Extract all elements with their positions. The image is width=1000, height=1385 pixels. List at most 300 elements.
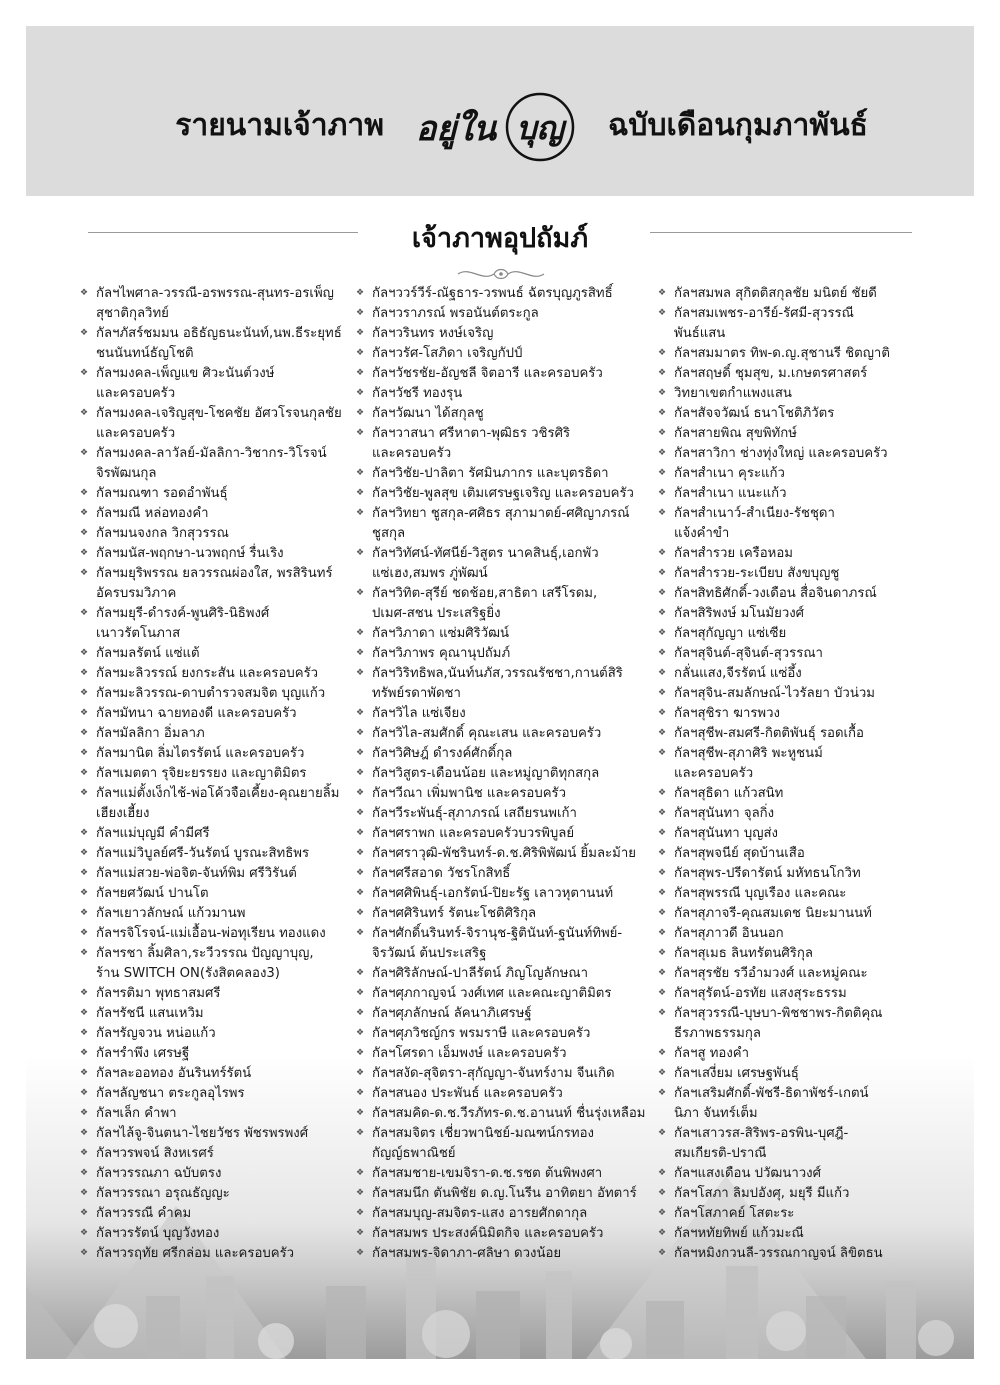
bullet-diamond-icon: ❖ (80, 1068, 89, 1078)
sponsor-name: กัลฯมยุริพรรณ ยลวรรณผ่องใส, พรสิรินทร์ อัครบรมวิภาค (96, 566, 333, 601)
sponsor-item (658, 944, 958, 964)
sponsor-item (658, 744, 958, 784)
sponsor-name: กัลฯวีระพันธุ์-สุภาภรณ์ เสถียรนพเก้า (372, 806, 577, 821)
sponsor-name: กัลฯวรรัตน์ บุญวังทอง (96, 1226, 220, 1241)
bullet-diamond-icon: ❖ (658, 968, 667, 978)
sponsor-name: กัลฯสิริพงษ์ มโนมัยวงศ์ (674, 606, 805, 621)
sponsor-name: กัลฯรชา ลิ้มศิลา,ระวีวรรณ ปัญญาบุญ, ร้าน SWITCH ON(รังสิตคลอง3) (96, 946, 314, 981)
bullet-diamond-icon: ❖ (658, 1168, 667, 1178)
sponsor-name: กัลฯสุเมธ ลินทรัตนศิริกุล (674, 946, 813, 961)
sponsor-column-3 (658, 284, 958, 1264)
sponsor-item (356, 384, 656, 404)
sponsor-name: กัลฯมะลิวรรณ-ดาบตำรวจสมจิต บุญแก้ว (96, 686, 326, 701)
bullet-diamond-icon: ❖ (356, 288, 365, 298)
sponsor-name: กัลฯมณฑา รอดอำพันธุ์ (96, 486, 228, 501)
header-title-left: รายนามเจ้าภาพ (175, 108, 384, 143)
bullet-diamond-icon: ❖ (658, 1128, 667, 1138)
sponsor-item (658, 1004, 958, 1044)
logo-text-2: บุญ (516, 109, 564, 147)
sponsor-item (658, 844, 958, 864)
sponsor-name: กัลฯรัญจวน หน่อแก้ว (96, 1026, 216, 1041)
sponsor-name: กัลฯศักดิ์นรินทร์-จิรานุช-ฐิตินันท์-ฐนันท์ทิพย์- จิรวัฒน์ ต้นประเสริฐ (372, 926, 623, 961)
sponsor-item (658, 444, 958, 464)
bullet-diamond-icon: ❖ (658, 588, 667, 598)
sponsor-item (80, 884, 356, 904)
sponsor-item (80, 1024, 356, 1044)
bullet-diamond-icon: ❖ (80, 508, 89, 518)
sponsor-name: กัลฯสำเนา แนะแก้ว (674, 486, 787, 501)
bullet-diamond-icon: ❖ (80, 868, 89, 878)
sponsor-item (658, 304, 958, 344)
bullet-diamond-icon: ❖ (80, 948, 89, 958)
bullet-diamond-icon: ❖ (658, 1248, 667, 1258)
sponsor-item (658, 644, 958, 664)
sponsor-item (80, 744, 356, 764)
sponsor-item (356, 984, 656, 1004)
bullet-diamond-icon: ❖ (658, 828, 667, 838)
bullet-diamond-icon: ❖ (356, 728, 365, 738)
sponsor-name: กัลฯรำพึง เศรษฐี (96, 1046, 190, 1061)
sponsor-item (80, 704, 356, 724)
sponsor-item (658, 504, 958, 544)
sponsor-name: กัลฯวิศิษฎ์ ดำรงค์ศักดิ์กุล (372, 746, 513, 761)
sponsor-name: กัลฯวรพจน์ สิงหเรศร์ (96, 1146, 214, 1161)
bullet-diamond-icon: ❖ (80, 608, 89, 618)
bullet-diamond-icon: ❖ (658, 1208, 667, 1218)
bullet-diamond-icon: ❖ (80, 1208, 89, 1218)
bullet-diamond-icon: ❖ (80, 688, 89, 698)
sponsor-name: กัลฯมลรัตน์ แซ่แต้ (96, 646, 200, 661)
sponsor-item (80, 544, 356, 564)
sponsor-name: กัลฯมงคล-ลาวัลย์-มัลลิกา-วิชากร-วิโรจน์ จิรพัฒนกุล (96, 446, 327, 481)
sponsor-name: กัลฯสำรวย เครือหอม (674, 546, 793, 561)
sponsor-name: กัลฯภัสร์ชมมน อธิธัญธนะนันท์,นพ.ธีระยุทธ์ ชนนันทน์ธัญโชติ (96, 326, 342, 361)
sponsor-item (658, 684, 958, 704)
bullet-diamond-icon: ❖ (356, 508, 365, 518)
bullet-diamond-icon: ❖ (80, 448, 89, 458)
sponsor-name: กัลฯวรรณภา ฉบับตรง (96, 1166, 222, 1181)
sponsor-item (356, 304, 656, 324)
sponsor-name: กัลฯหทัยทิพย์ แก้วมะณี (674, 1226, 804, 1241)
sponsor-item (356, 344, 656, 364)
bullet-diamond-icon: ❖ (658, 468, 667, 478)
bullet-diamond-icon: ❖ (658, 488, 667, 498)
bullet-diamond-icon: ❖ (356, 708, 365, 718)
sponsor-name: กัลฯศุภวิชญ์กร พรมราษี และครอบครัว (372, 1026, 591, 1041)
sponsor-item (80, 564, 356, 604)
sponsor-item (80, 1084, 356, 1104)
sponsor-item (356, 484, 656, 504)
sponsor-name: กัลฯสุชิรา ฆารพวง (674, 706, 780, 721)
sponsor-item (658, 1044, 958, 1064)
bullet-diamond-icon: ❖ (80, 1028, 89, 1038)
sponsor-name: กัลฯหมิงกวนลี-วรรณกาญจน์ ลิขิตธน (674, 1246, 883, 1261)
sponsor-name: กัลฯสุพร-ปรีดารัตน์ มหัทธนโกวิท (674, 866, 861, 881)
bullet-diamond-icon: ❖ (658, 988, 667, 998)
bullet-diamond-icon: ❖ (80, 528, 89, 538)
ornament-divider-icon (456, 264, 546, 284)
bullet-diamond-icon: ❖ (356, 848, 365, 858)
sponsor-name: กัลฯวิไล-สมศักดิ์ คุณะเสน และครอบครัว (372, 726, 602, 741)
sponsor-name: กัลฯสงัด-สุจิตรา-สุกัญญา-จันทร์งาม จีนเกิด (372, 1066, 615, 1081)
bullet-diamond-icon: ❖ (356, 868, 365, 878)
sponsor-item (658, 484, 958, 504)
sponsor-item (80, 484, 356, 504)
bullet-diamond-icon: ❖ (80, 368, 89, 378)
sponsor-item (356, 584, 656, 624)
sponsor-name: กัลฯวิภาดา แซ่มศิริวัฒน์ (372, 626, 510, 641)
bullet-diamond-icon: ❖ (658, 808, 667, 818)
sponsor-item (356, 324, 656, 344)
sponsor-item (356, 844, 656, 864)
sponsor-item (658, 784, 958, 804)
sponsor-item (80, 924, 356, 944)
sponsor-item (658, 584, 958, 604)
bullet-diamond-icon: ❖ (658, 1228, 667, 1238)
sponsor-name: กัลฯสมบุญ-สมจิตร-แสง อารยศักดากุล (372, 1206, 588, 1221)
sponsor-item (356, 784, 656, 804)
sponsor-name: กัลฯโศรดา เอ็มพงษ์ และครอบครัว (372, 1046, 567, 1061)
bullet-diamond-icon: ❖ (80, 1108, 89, 1118)
bullet-diamond-icon: ❖ (658, 708, 667, 718)
sponsor-item (658, 604, 958, 624)
sponsor-item (356, 804, 656, 824)
bullet-diamond-icon: ❖ (356, 1028, 365, 1038)
bullet-diamond-icon: ❖ (658, 1048, 667, 1058)
bullet-diamond-icon: ❖ (356, 648, 365, 658)
sponsor-name: กัลฯวีณา เพิ่มพานิช และครอบครัว (372, 786, 567, 801)
bullet-diamond-icon: ❖ (356, 1008, 365, 1018)
sponsor-item (356, 664, 656, 704)
bullet-diamond-icon: ❖ (356, 348, 365, 358)
sponsor-item (80, 844, 356, 864)
sponsor-item (356, 1124, 656, 1164)
sponsor-name: กัลฯมณี หล่อทองคำ (96, 506, 209, 521)
sponsor-item (356, 1084, 656, 1104)
sponsor-name: กัลฯมานิต ลิ่มไตรรัตน์ และครอบครัว (96, 746, 305, 761)
sponsor-name: กัลฯวรินทร หงษ์เจริญ (372, 326, 494, 341)
sponsor-item (356, 364, 656, 384)
sponsor-item (80, 504, 356, 524)
header-banner (26, 26, 974, 196)
sponsor-name: กัลฯสุภาวดี อินนอก (674, 926, 784, 941)
sponsor-item (658, 624, 958, 644)
sponsor-name: กัลฯแสงเดือน ปวัฒนาวงศ์ (674, 1166, 821, 1181)
sponsor-item (80, 984, 356, 1004)
sponsor-item (356, 424, 656, 464)
sponsor-item (356, 1204, 656, 1224)
bullet-diamond-icon: ❖ (80, 288, 89, 298)
sponsor-item (658, 1184, 958, 1204)
sponsor-column-1 (80, 284, 356, 1264)
bullet-diamond-icon: ❖ (658, 548, 667, 558)
bullet-diamond-icon: ❖ (356, 488, 365, 498)
sponsor-item (658, 1084, 958, 1124)
bullet-diamond-icon: ❖ (356, 1208, 365, 1218)
bullet-diamond-icon: ❖ (356, 388, 365, 398)
bullet-diamond-icon: ❖ (356, 1228, 365, 1238)
sponsor-item (658, 924, 958, 944)
sponsor-column-2 (356, 284, 656, 1264)
sponsor-name: กัลฯมงคล-เพ็ญแข ศิวะนันต์วงษ์ และครอบครัว (96, 366, 275, 401)
sponsor-item (80, 1044, 356, 1064)
sponsor-name: กัลฯสำเนา คุระแก้ว (674, 466, 785, 481)
bullet-diamond-icon: ❖ (356, 748, 365, 758)
bullet-diamond-icon: ❖ (80, 848, 89, 858)
bullet-diamond-icon: ❖ (658, 448, 667, 458)
bullet-diamond-icon: ❖ (658, 788, 667, 798)
sponsor-item (356, 764, 656, 784)
sponsor-name: กัลฯศศิรินทร์ รัตนะโชติศิริกุล (372, 906, 537, 921)
sponsor-name: กัลฯสมพร ประสงค์นิมิตกิจ และครอบครัว (372, 1226, 604, 1241)
sponsor-name: กัลฯสายพิณ สุขพิทักษ์ (674, 426, 797, 441)
sponsor-item (80, 324, 356, 364)
bullet-diamond-icon: ❖ (356, 888, 365, 898)
sponsor-name: กัลฯศศิพินธุ์-เอกรัตน์-ปิยะรัฐ เลาวหุตานนท์ (372, 886, 614, 901)
sponsor-item (80, 764, 356, 784)
sponsor-item (658, 984, 958, 1004)
sponsor-name: กัลฯโสภา ลิมปอังศุ, มยุรี มีแก้ว (674, 1186, 850, 1201)
sponsor-name: กัลฯศุภลักษณ์ ลัคนาภิเศรษฐ์ (372, 1006, 532, 1021)
sponsor-name: กัลฯสุนันทา บุญส่ง (674, 826, 778, 841)
sponsor-name: กัลฯวัชรชัย-อัญชลี จิตอารี และครอบครัว (372, 366, 603, 381)
bullet-diamond-icon: ❖ (658, 728, 667, 738)
sponsor-name: กัลฯวิชัย-พูลสุข เติมเศรษฐเจริญ และครอบครัว (372, 486, 634, 501)
sponsor-name: กัลฯสุรชัย รวีอำมวงศ์ และหมู่คณะ (674, 966, 868, 981)
bullet-diamond-icon: ❖ (658, 428, 667, 438)
bullet-diamond-icon: ❖ (658, 388, 667, 398)
sponsor-name: กัลฯวิไล แซ่เจียง (372, 706, 466, 721)
sponsor-item (80, 824, 356, 844)
bullet-diamond-icon: ❖ (356, 768, 365, 778)
sponsor-name: กัลฯวิทิต-สุรีย์ ชดช้อย,สาธิตา เสรีโรดม, ปเมศ-สชน ประเสริฐยิ่ง (372, 586, 598, 621)
sponsor-item (658, 1244, 958, 1264)
bullet-diamond-icon: ❖ (356, 1128, 365, 1138)
sponsor-item (658, 564, 958, 584)
sponsor-name: กัลฯสมพร-จิดาภา-ศลิษา ดวงน้อย (372, 1246, 562, 1261)
bullet-diamond-icon: ❖ (356, 1248, 365, 1258)
section-header (26, 210, 974, 270)
sponsor-item (356, 404, 656, 424)
sponsor-name: กัลฯสุชีพ-สุภาศิริ พะหูชนม์ และครอบครัว (674, 746, 823, 781)
bullet-diamond-icon: ❖ (80, 1008, 89, 1018)
sponsor-item (80, 404, 356, 444)
sponsor-item (80, 864, 356, 884)
sponsor-name: กัลฯศิริลักษณ์-ปาลีรัตน์ ภิญโญลักษณา (372, 966, 589, 981)
sponsor-name: กัลฯเสงี่ยม เศรษฐพันธุ์ (674, 1066, 799, 1081)
sponsor-item (658, 704, 958, 724)
sponsor-name: กัลฯเสาวรส-สิริพร-อรพิน-บุศฎี- สมเกียรติ-ปราณี (674, 1126, 849, 1161)
bullet-diamond-icon: ❖ (80, 568, 89, 578)
bullet-diamond-icon: ❖ (356, 668, 365, 678)
bullet-diamond-icon: ❖ (658, 688, 667, 698)
sponsor-item (658, 464, 958, 484)
sponsor-item (356, 864, 656, 884)
bullet-diamond-icon: ❖ (80, 828, 89, 838)
sponsor-item (356, 464, 656, 484)
sponsor-name: กัลฯสมจิตร เชี่ยวพานิชย์-มณฑน์กรทอง กัญญ์ธพาณิชย์ (372, 1126, 594, 1161)
sponsor-name: กัลฯสุพจนีย์ สุดบ้านเสือ (674, 846, 805, 861)
sponsor-item (80, 1244, 356, 1264)
sponsor-name: กัลฯศุภกาญจน์ วงศ์เทศ และคณะญาติมิตร (372, 986, 612, 1001)
bullet-diamond-icon: ❖ (658, 348, 667, 358)
bullet-diamond-icon: ❖ (356, 808, 365, 818)
sponsor-item (356, 884, 656, 904)
sponsor-name: กัลฯลัญชนา ตระกูลอุไรพร (96, 1086, 245, 1101)
sponsor-name: กัลฯสมมาตร ทิพ-ด.ญ.สุชานรี ชิตญาติ (674, 346, 890, 361)
sponsor-item (80, 1124, 356, 1144)
bullet-diamond-icon: ❖ (658, 308, 667, 318)
bullet-diamond-icon: ❖ (658, 608, 667, 618)
bullet-diamond-icon: ❖ (356, 428, 365, 438)
sponsor-name: กัลฯสู ทองคำ (674, 1046, 749, 1061)
sponsor-item (658, 664, 958, 684)
sponsor-name: กัลฯสิทธิศักดิ์-วงเดือน สื่อจินดาภรณ์ (674, 586, 877, 601)
sponsor-name: กัลฯสัจจวัฒน์ ธนาโชติภิวัตร (674, 406, 835, 421)
sponsor-item (356, 1224, 656, 1244)
sponsor-item (80, 644, 356, 664)
bullet-diamond-icon: ❖ (80, 648, 89, 658)
bullet-diamond-icon: ❖ (658, 848, 667, 858)
sponsor-item (658, 964, 958, 984)
sponsor-name: กัลฯสุจินต์-สุจินต์-สุวรรณา (674, 646, 823, 661)
bullet-diamond-icon: ❖ (356, 988, 365, 998)
sponsor-name: กัลฯสุพรรณี บุญเรือง และคณะ (674, 886, 847, 901)
sponsor-item (80, 1204, 356, 1224)
bullet-diamond-icon: ❖ (356, 1048, 365, 1058)
sponsor-item (658, 1204, 958, 1224)
sponsor-name: กัลฯวิชัย-ปาลิตา รัศมินภากร และบุตรธิดา (372, 466, 609, 481)
sponsor-name: กัลฯวิสูตร-เดือนน้อย และหมู่ญาติทุกสกุล (372, 766, 600, 781)
sponsor-name: กัลฯศราพก และครอบครัวบวรพิบูลย์ (372, 826, 575, 841)
sponsor-name: กัลฯแม่ตั้งเง็กไช้-พ่อโค้วจือเคี้ยง-คุณยายลิ้ม เฮียงเฮี้ยง (96, 786, 340, 821)
sponsor-name: กัลฯแม่สวย-พ่อจิต-จันท์พิม ศรีวิรันต์ (96, 866, 297, 881)
sponsor-item (658, 1124, 958, 1164)
bullet-diamond-icon: ❖ (80, 1048, 89, 1058)
sponsor-item (658, 1164, 958, 1184)
bullet-diamond-icon: ❖ (658, 1188, 667, 1198)
sponsor-item (80, 1104, 356, 1124)
sponsor-name: กัลฯเยาวลักษณ์ แก้วมานพ (96, 906, 246, 921)
sponsor-item (356, 1064, 656, 1084)
sponsor-name: กัลฯวรฤทัย ศรีกล่อม และครอบครัว (96, 1246, 295, 1261)
sponsor-item (658, 424, 958, 444)
sponsor-name: กัลฯสุจิน-สมลักษณ์-ไวรัลยา บัวน่วม (674, 686, 875, 701)
bullet-diamond-icon: ❖ (356, 1168, 365, 1178)
sponsor-name: กัลฯมนัส-พฤกษา-นวพฤกษ์ รื่นเริง (96, 546, 284, 561)
bullet-diamond-icon: ❖ (356, 1108, 365, 1118)
bullet-diamond-icon: ❖ (80, 788, 89, 798)
sponsor-name: กัลฯสำเนาว์-สำเนียง-รัชชุดา แจ้งคำขำ (674, 506, 835, 541)
sponsor-item (80, 444, 356, 484)
sponsor-item (356, 624, 656, 644)
sponsor-name: กัลฯมัลลิกา อิ่มลาภ (96, 726, 205, 741)
bullet-diamond-icon: ❖ (356, 928, 365, 938)
bullet-diamond-icon: ❖ (356, 328, 365, 338)
sponsor-item (80, 784, 356, 824)
bullet-diamond-icon: ❖ (356, 628, 365, 638)
bullet-diamond-icon: ❖ (658, 1068, 667, 1078)
bullet-diamond-icon: ❖ (80, 1188, 89, 1198)
sponsor-name: กัลฯวิทยา ชูสกุล-ศศิธร สุภามาตย์-ศศิญาภรณ์ ชูสกุล (372, 506, 630, 541)
bullet-diamond-icon: ❖ (356, 368, 365, 378)
sponsor-item (356, 504, 656, 544)
sponsor-name: กัลฯวรรณี คำคม (96, 1206, 192, 1221)
sponsor-name: กัลฯรัชนี แสนเหวิม (96, 1006, 204, 1021)
sponsor-name: กัลฯศราวุฒิ-พัชรินทร์-ด.ช.ศิริพิพัฒน์ ยิ้มละม้าย (372, 846, 636, 861)
sponsor-item (356, 704, 656, 724)
sponsor-item (356, 744, 656, 764)
sponsor-item (356, 1004, 656, 1024)
sponsor-item (658, 344, 958, 364)
bullet-diamond-icon: ❖ (658, 1088, 667, 1098)
sponsor-item (658, 864, 958, 884)
bullet-diamond-icon: ❖ (80, 408, 89, 418)
sponsor-name: กัลฯรติมา พุทธาสมศรี (96, 986, 221, 1001)
sponsor-name: กัลฯแม่บุญมี คำมีศรี (96, 826, 210, 841)
bullet-diamond-icon: ❖ (80, 668, 89, 678)
sponsor-item (80, 1144, 356, 1164)
bullet-diamond-icon: ❖ (80, 1148, 89, 1158)
bullet-diamond-icon: ❖ (356, 468, 365, 478)
logo-text-1: อยู่ใน (415, 109, 497, 149)
sponsor-item (658, 364, 958, 384)
sponsor-item (658, 404, 958, 424)
bullet-diamond-icon: ❖ (80, 728, 89, 738)
sponsor-name: กัลฯสุชีพ-สมศรี-กิตติพันธุ์ รอดเกื้อ (674, 726, 864, 741)
bullet-diamond-icon: ❖ (658, 668, 667, 678)
bullet-diamond-icon: ❖ (356, 828, 365, 838)
bullet-diamond-icon: ❖ (80, 548, 89, 558)
sponsor-item (80, 724, 356, 744)
bullet-diamond-icon: ❖ (80, 988, 89, 998)
sponsor-name: กัลฯไพศาล-วรรณี-อรพรรณ-สุนทร-อรเพ็ญ สุชาติกุลวิทย์ (96, 286, 334, 321)
section-title: เจ้าภาพอุปถัมภ์ (411, 223, 589, 254)
sponsor-item (80, 1224, 356, 1244)
sponsor-item (80, 524, 356, 544)
sponsor-item (658, 284, 958, 304)
sponsor-name: กัลฯมยุรี-ดำรงค์-พูนศิริ-นิธิพงศ์ เนาวรัตโนภาส (96, 606, 270, 641)
bullet-diamond-icon: ❖ (80, 768, 89, 778)
bullet-diamond-icon: ❖ (658, 288, 667, 298)
bullet-diamond-icon: ❖ (80, 488, 89, 498)
bullet-diamond-icon: ❖ (658, 628, 667, 638)
sponsor-item (356, 904, 656, 924)
sponsor-item (658, 1224, 958, 1244)
bullet-diamond-icon: ❖ (658, 568, 667, 578)
sponsor-item (80, 1004, 356, 1024)
sponsor-name: วิทยาเขตกำแพงแสน (674, 386, 792, 401)
sponsor-item (356, 1244, 656, 1264)
bullet-diamond-icon: ❖ (80, 328, 89, 338)
sponsor-name: กัลฯววร์วีร์-ณัฐธาร-วรพนธ์ ฉัตรบุญภูรสิทธิ์ (372, 286, 613, 301)
section-rule-right (650, 232, 912, 233)
sponsor-item (356, 924, 656, 964)
sponsor-name: กัลฯมงคล-เจริญสุข-โชคชัย อัศวโรจนกุลชัย และครอบครัว (96, 406, 342, 441)
sponsor-name: กัลฯเล็ก คำพา (96, 1106, 177, 1121)
sponsor-item (80, 944, 356, 984)
bullet-diamond-icon: ❖ (658, 368, 667, 378)
sponsor-name: กัลฯวรรณา อรุณธัญญะ (96, 1186, 230, 1201)
bullet-diamond-icon: ❖ (356, 908, 365, 918)
bullet-diamond-icon: ❖ (356, 1188, 365, 1198)
bullet-diamond-icon: ❖ (80, 1088, 89, 1098)
sponsor-item (356, 824, 656, 844)
sponsor-name: กัลฯมนจงกล วิกสุวรรณ (96, 526, 229, 541)
ayu-nai-bun-logo (394, 92, 610, 162)
sponsor-item (80, 1184, 356, 1204)
sponsor-item (356, 1044, 656, 1064)
